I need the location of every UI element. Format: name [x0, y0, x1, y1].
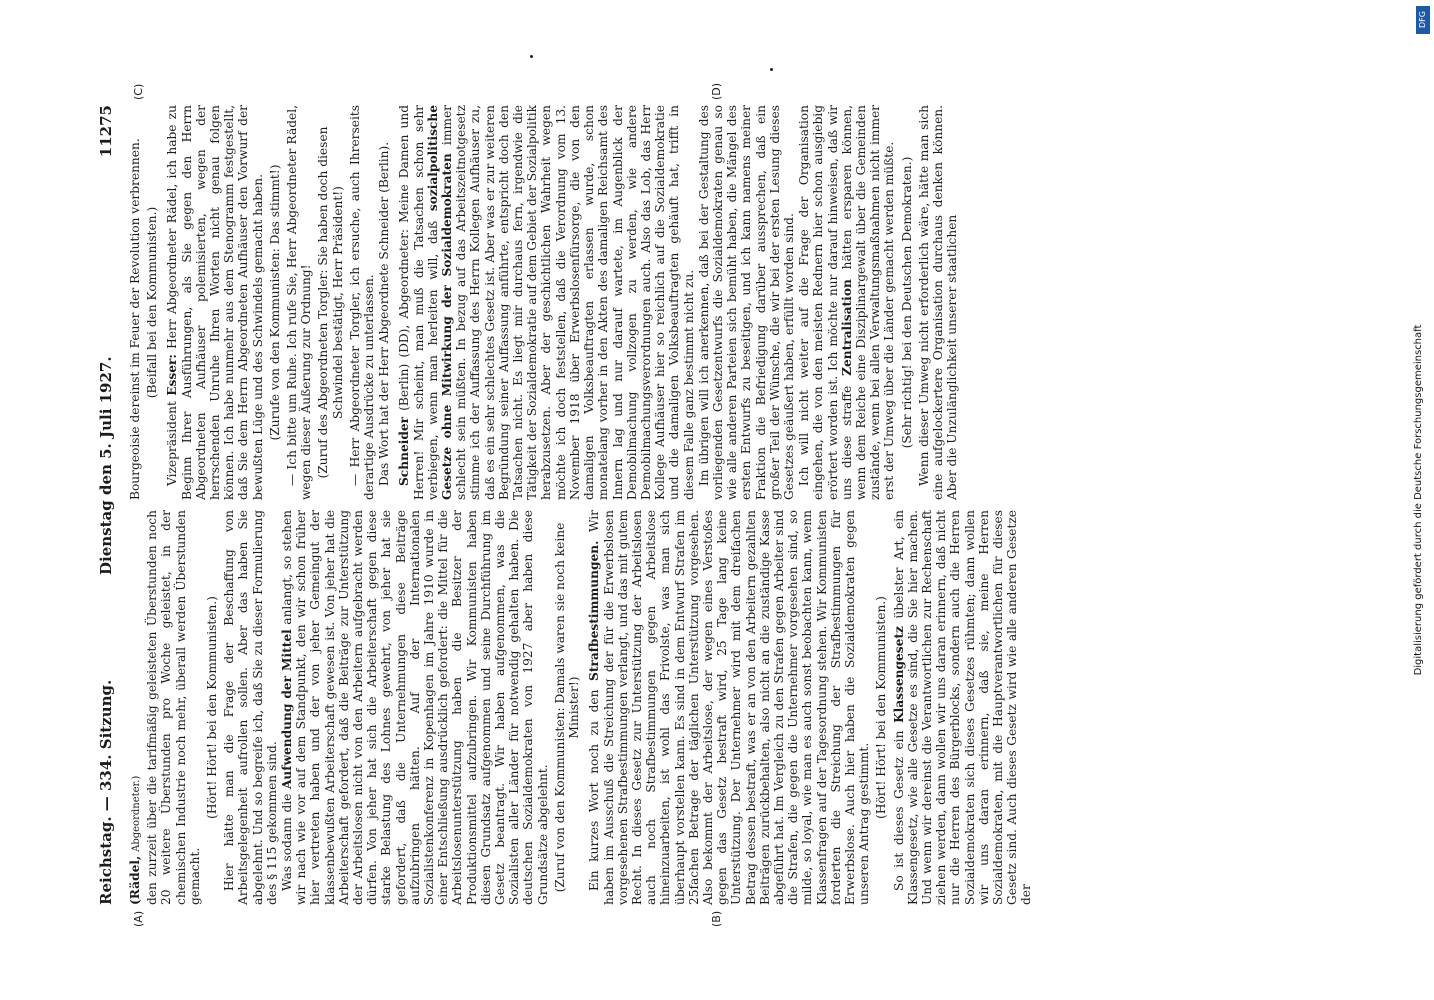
header-session: Reichstag. — 334. Sitzung.: [97, 679, 115, 905]
speaker-name: Schneider: [397, 416, 412, 486]
emphasis: sozialpolitische Gesetze ohne Mitwirkung der Sozialdemokraten: [425, 105, 455, 500]
text-run: So ist dieses Gesetz ein: [891, 730, 906, 891]
text-run: anlangt, so stehen wir nach wie vor auf dem Standpunkt, den wir schon früher hier vertreten haben und der von jeher Gemeingut der klassenbewußten Arbeiterschaft gewesen ist. Von jeher hat die Arbeiterschaft gefordert, daß die Beiträge zur Unterstützung der Arbeitslosen nicht von den Arbeitern aufgebracht werden dürfen. Von jeher hat sich die Arbeiterschaft gegen diese starke Belastung des Lohnes gewehrt, von jeher hat sie gefordert, daß die Unternehmungen diese Beiträge aufzubringen hätten. Auf der Internationalen Sozialistenkonferenz in Kopenhagen im Jahre 1910 wurde in einer Entschließung ausdrücklich gefordert: die Mittel für die Arbeitslosenunterstützung haben die Besitzer der Produktionsmittel aufzubringen. Wir Kommunisten haben diesen Grundsatz aufgenommen und seine Durchführung im Gesetz beantragt. Wir haben aufgenommen, was die Sozialisten aller Länder für notwendig gehalten haben. Die deutschen Sozialdemokraten von 1927 aber haben diese Grundsätze abgelehnt.: [280, 510, 550, 905]
text-run: immer schlecht sein müßten. In bezug auf das Arbeitszeitnotgesetz stimme ich der Auffassung des Herrn Kollegen Aufhäuser zu, daß es ein sehr schlechtes Gesetz ist. Aber was er zur weiteren Begründung seiner Auffassung anführte, entspricht doch den Tatsachen nicht. Es liegt mir durchaus fern, irgendwie die Tätigkeit der Sozialdemokratie auf dem Gebiet der Sozialpolitik herabzusetzen. Aber der geschichtlichen Wahrheit wegen möchte ich doch feststellen, daß die Verordnung vom 13. November 1918 über Erwerbslosenfürsorge, die von den damaligen Volksbeauftragten erlassen wurde, schon monatelang vorher in den Akten des damaligen Reichsamt des Innern lag und nur darauf wartete, im Augenblick der Demobilmachung vollzogen zu werden, wie andere Demobilmachungsverordnungen auch. Also das Lob, das Herr Kollege Aufhäuser hier so reichlich auf die Sozialdemokratie und die damaligen Volksbeauftragten gehäuft hat, trifft in diesem Falle ganz bestimmt nicht zu.: [440, 105, 696, 500]
paragraph: Wenn dieser Umweg nicht erforderlich wäre, hätte man sich eine aufgelockertere Organisation durchaus denken können. Aber die Unzulänglichkeit unserer staatlichen: [916, 105, 960, 500]
paragraph: [892, 510, 1034, 905]
credit-text: Digitalisierung gefördert durch die Deutsche Forschungsgemeinschaft: [1413, 324, 1424, 676]
text-run: Ich will nicht weiter auf die Frage der Organisation eingehen, die von den meisten Rednern hier schon ausgiebig erörtert worden ist. Ich möchte nur darauf hinweisen, daß wir uns diese straffe: [797, 105, 854, 500]
paragraph: [280, 510, 550, 905]
emphasis: Klassengesetz: [891, 626, 906, 723]
paragraph: Das Wort hat der Herr Abgeordnete Schneider (Berlin).: [377, 141, 392, 486]
paragraph: [165, 105, 264, 500]
text-run: hätten ersparen können, wenn dem Reiche eine Disziplinargewalt über die Gemeinden zustände, wenn bei allen Verwaltungsmaßnahmen nicht immer erst der Umweg über die Länder gemacht werden müßte.: [839, 105, 897, 500]
text-run: Wir haben im Ausschuß die Streichung der für die Erwerbslosen vorgesehenen Strafbestimmungen verlangt, und das mit gutem Recht. In dieses Gesetz zur Unterstützung der Arbeitslosen auch noch Strafbestimmungen gegen Arbeitslose hineinzuarbeiten, ist wohl das Frivolste, was man sich überhaupt vorstellen kann. Es sind in dem Entwurf Strafen im 25fachen Betrage der täglichen Unterstützung vorgesehen. Also bekommt der Arbeitslose, der wegen eines Verstoßes gegen das Gesetz bestraft wird, 25 Tage lang keine Unterstützung. Der Unternehmer wird mit dem dreifachen Betrag dessen bestraft, was er an von den Arbeitern gezahlten Beiträgen zurückbehalten, also nicht an die zuständige Kasse abgeführt hat. Im Vergleich zu den Strafen gegen Arbeiter sind die Strafen, die gegen die Unternehmer vorgesehen sind, so milde, so loyal, wie man es auch sonst beobachten kann, wenn Klassenfragen auf der Tagesordnung stehen. Wir Kommunisten forderten die Streichung der Strafbestimmungen für Erwerbslose. Auch hier haben die Sozialdemokraten gegen unseren Antrag gestimmt.: [587, 510, 872, 905]
speaker-line: [128, 510, 144, 905]
text-run: Vizepräsident: [165, 401, 180, 486]
interjection: (Hört! Hört! bei den Kommunisten.): [205, 596, 220, 819]
digitization-credit: [1404, 0, 1434, 1000]
margin-mark-c: (C): [132, 83, 145, 100]
emphasis: Zentralisation: [839, 279, 854, 376]
paragraph: Bourgeoisie dereinst im Feuer der Revolution verbrennen.: [128, 138, 142, 500]
header-date: Dienstag den 5. Juli 1927.: [97, 356, 115, 575]
interjection: (Sehr richtig! bei den Deutschen Demokraten.): [899, 156, 914, 449]
right-column: [128, 105, 1323, 500]
text-run: Herr Abgeordneter Rädel, ich habe zu Beginn Ihrer Ausführungen, als Sie gegen den Herrn Abgeordneten Aufhäuser polemisierten, wegen der herrschenden Unruhe Ihren Worten nicht genau folgen können. Ich habe nunmehr aus dem Stenogramm festgestellt, daß Sie dem Herrn Abgeordneten Aufhäuser den Vorwurf der bewußten Lüge und des Schwindels gemacht haben.: [165, 105, 265, 500]
interjection: (Zuruf des Abgeordneten Torgler: Sie haben doch diesen Schwindel bestätigt, Herr Präsident!): [316, 126, 345, 479]
dfg-logo-icon: DFG: [1416, 6, 1430, 34]
paragraph: [797, 105, 896, 500]
paragraph: [397, 105, 695, 500]
scan-speck: [530, 55, 533, 58]
paragraph: Im übrigen will ich anerkennen, daß bei der Gestaltung des vorliegenden Gesetzentwurfs die Sozialdemokraten genau so wie alle anderen Parteien sich bemüht haben, die Mängel des ersten Entwurfs zu beseitigen, und ich kann namens meiner Fraktion die Befriedigung darüber aussprechen, daß ein großer Teil der Wünsche, die wir bei der ersten Lesung dieses Gesetzes geäußert haben, erfüllt worden sind.: [696, 105, 796, 500]
margin-mark-a: (A): [132, 910, 145, 927]
speaker-name: Esser:: [165, 354, 180, 396]
margin-mark-b: (B): [710, 910, 723, 927]
left-column: [128, 510, 1323, 905]
interjection: (Zuruf von den Kommunisten: Damals waren sie noch keine Minister!): [552, 522, 582, 893]
page-number: 11275: [97, 105, 115, 158]
paragraph: den zurzeit über die tarifmäßig geleisteten Überstunden noch 20 weitere Überstunden pro Woche geleistet, in der chemischen Industrie noch mehr, überall werden Überstunden gemacht.: [145, 510, 202, 905]
paragraph: [587, 510, 871, 905]
paragraph: — Herr Abgeordneter Torgler, ich ersuche, auch Ihrerseits derartige Ausdrücke zu unterlassen.: [347, 105, 377, 500]
emphasis: Aufwendung der Mittel: [280, 629, 295, 790]
paragraph: — Ich bitte um Ruhe. Ich rufe Sie, Herr Abgeordneter Rädel, wegen dieser Äußerung zur Ordnung!: [285, 105, 314, 500]
scan-speck: [770, 68, 773, 71]
margin-mark-d: (D): [710, 82, 723, 100]
emphasis: Strafbestimmungen.: [587, 540, 602, 681]
interjection: (Hört! Hört! bei den Kommunisten.): [874, 596, 889, 819]
speaker-name: (Rädel,: [128, 855, 142, 905]
paragraph: Hier hätte man die Frage der Beschaffung von Arbeitsgelegenheit aufrollen sollen. Aber das haben Sie abgelehnt. Und so begreife ich, daß Sie zu dieser Formulierung des § 115 gekommen sind.: [222, 510, 279, 905]
interjection: (Zurufe von den Kommunisten: Das stimmt!): [267, 164, 282, 441]
text-run: Ein kurzes Wort noch zu den: [587, 689, 602, 891]
text-run: Was sodann die: [280, 793, 295, 891]
text-run: (Berlin) (DD), Abgeordneter: Meine Damen und Herren! Mir scheint, man muß die Tatsachen schon sehr verbiegen, wenn man herleiten will, daß: [397, 105, 440, 500]
speaker-role: Abgeordneter.): [131, 775, 142, 852]
interjection: (Beifall bei den Kommunisten.): [145, 206, 160, 399]
text-run: übelster Art, ein Klassengesetz, wie alle Gesetze es sind, die Sie hier machen. Und wenn wir dereinst die Verantwortlichen zur Rechenschaft ziehen werden, dann wollen wir uns daran erinnern, daß nicht nur die Herren des Bürgerblocks, sondern auch die Herren Sozialdemokraten sich dieses Gesetzes rühmten; dann wollen wir uns daran erinnern, daß sie, meine Herren Sozialdemokraten, mit die Hauptverantwortlichen für dieses Gesetz sind. Auch dieses Gesetz wird wie alle anderen Gesetze der: [891, 510, 1034, 905]
page-header: [95, 105, 121, 905]
